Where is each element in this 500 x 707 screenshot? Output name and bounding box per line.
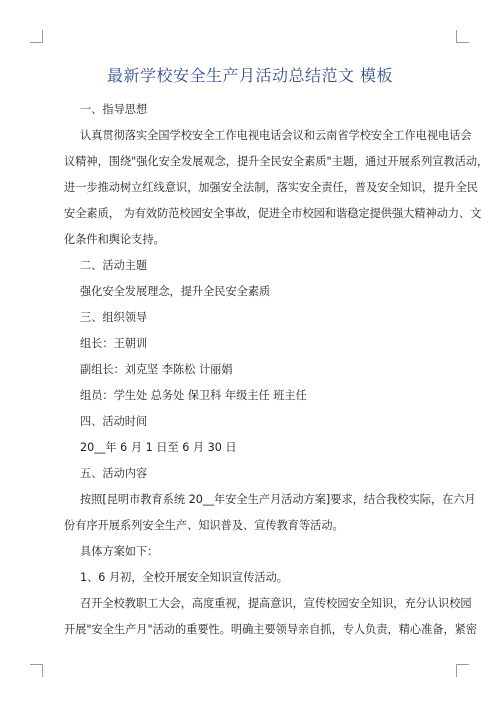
paragraph-line: 安全素质， 为有效防范校园安全事故，促进全市校园和谐稳定提供强大精神动力、文 [64,207,482,220]
crop-mark-top-left [30,30,43,43]
paragraph-line: 强化安全发展理念，提升全民安全素质 [80,285,271,298]
paragraph-line: 按照[昆明市教育系统 20__年安全生产月活动方案]要求，结合我校实际，在六月 [80,493,476,506]
deputy-leader-line: 副组长：刘克坚 李陈松 计丽娟 [80,363,233,376]
paragraph-line: 化条件和舆论支持。 [64,233,165,246]
paragraph-line: 份有序开展系列安全生产、知识普及、宣传教育等活动。 [64,519,344,532]
members-line: 组员：学生处 总务处 保卫科 年级主任 班主任 [80,389,307,402]
section-heading-content: 五、活动内容 [80,467,148,480]
document-title: 最新学校安全生产月活动总结范文 模板 [106,66,394,85]
crop-mark-top-right [456,30,469,43]
document-body [64,101,489,637]
section-heading-guiding-thought: 一、指导思想 [80,103,148,116]
paragraph-line: 进一步推动树立红线意识，加强安全法制，落实安全责任，普及安全知识，提升全民 [64,181,478,194]
section-heading-organization: 三、组织领导 [80,311,148,324]
section-heading-time: 四、活动时间 [80,415,148,428]
list-item-line: 1、6 月初，全校开展安全知识宣传活动。 [80,571,288,584]
section-heading-theme: 二、活动主题 [80,259,148,272]
paragraph-line: 具体方案如下： [80,545,159,558]
paragraph-line: 召开全校教职工大会，高度重视，提高意识，宣传校园安全知识，充分认识校园 [80,597,472,610]
crop-mark-bottom-left [30,664,43,677]
activity-date-line: 20__年 6 月 1 日至 6 月 30 日 [80,441,237,454]
paragraph-line: 认真贯彻落实全国学校安全工作电视电话会议和云南省学校安全工作电视电话会 [80,129,472,142]
crop-mark-bottom-right [456,664,469,677]
paragraph-line: 议精神，围绕"强化安全发展观念，提升全民安全素质"主题，通过开展系列宣教活动， [64,155,489,168]
leader-line: 组长：王朝训 [80,337,148,350]
paragraph-line: 开展"安全生产月"活动的重要性。明确主要领导亲自抓，专人负责，精心准备，紧密 [64,623,478,636]
